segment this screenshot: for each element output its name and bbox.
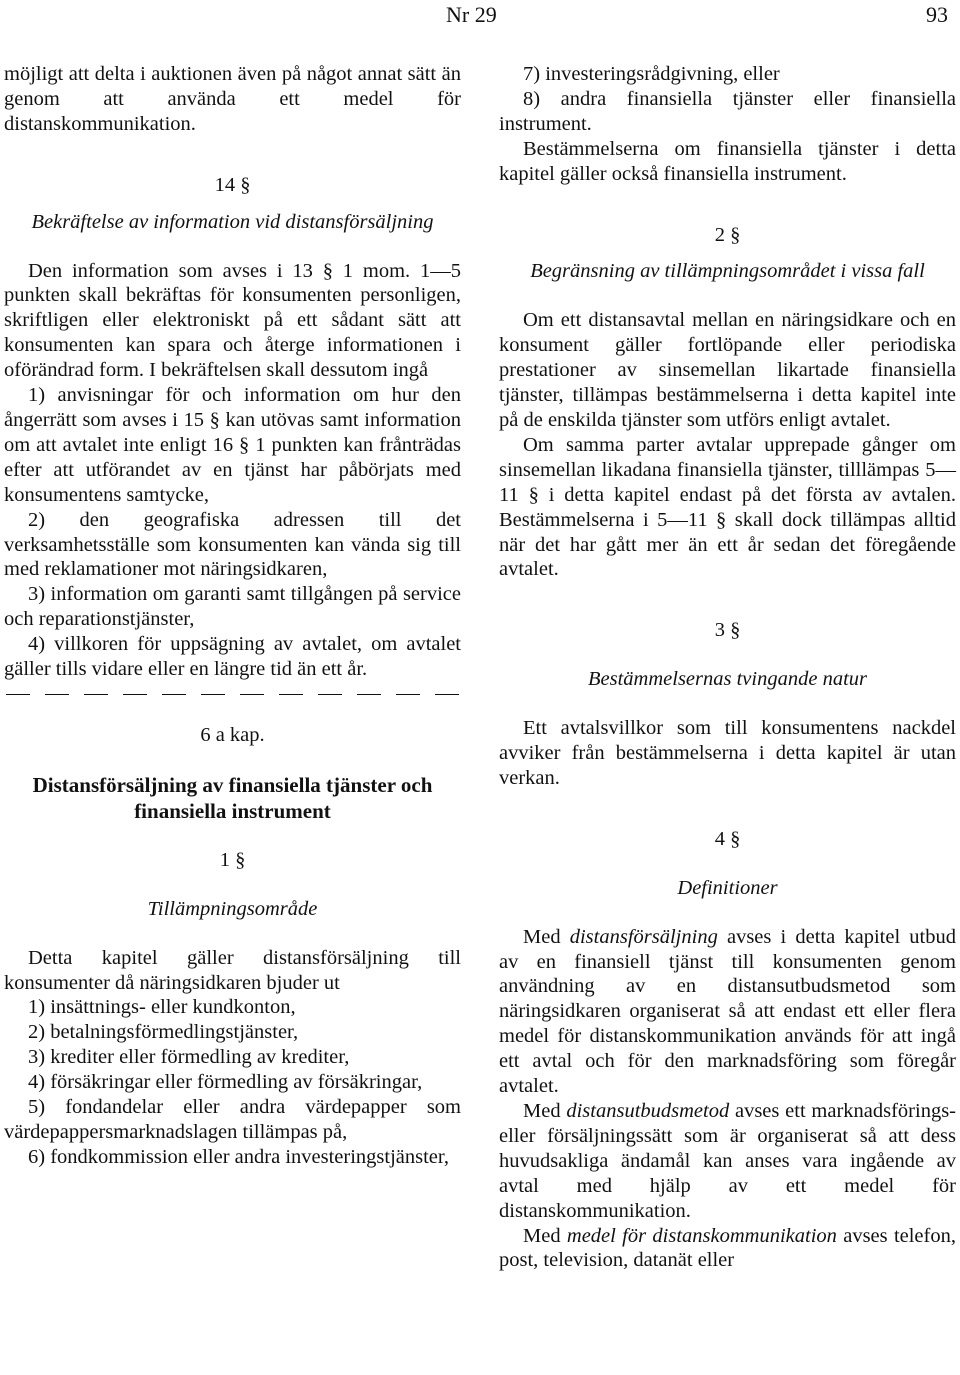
- page-header: [0, 2, 960, 32]
- section-4-paragraph-2: [499, 1099, 956, 1224]
- text-run: Med: [523, 1224, 567, 1247]
- section-4-paragraph-3: [499, 1224, 956, 1274]
- section-1-text-2: Bestämmelserna om finansiella tjänster i detta kapitel gäller också finansiella instrument.: [499, 137, 956, 185]
- section-1-item-7: 7) investeringsrådgivning, eller: [523, 63, 780, 85]
- section-14-item-4: 4) villkoren för uppsägning av avtalet, om avtalet gäller tills vidare eller en längre tid än ett år.: [4, 633, 461, 681]
- text-run: avses ett marknadsförings- eller försäljningssätt som är organiserat så att dess huvudsakliga ändamål kan anses vara ingående av avtal med hjälp av ett medel för distanskommunikation.: [499, 1100, 956, 1222]
- section-1-heading: 1 §: [219, 848, 246, 871]
- section-4-heading: 4 §: [714, 827, 741, 850]
- section-1-item-8: 8) andra finansiella tjänster eller finansiella instrument.: [499, 87, 956, 135]
- intro-paragraph: möjligt att delta i auktionen även på något annat sätt än genom att använda ett medel för distanskommunikation.: [4, 63, 461, 135]
- left-column: [4, 62, 461, 1170]
- issue-number: Nr 29: [446, 2, 497, 27]
- text-run: Med: [523, 1100, 567, 1122]
- section-3-heading: 3 §: [714, 619, 741, 642]
- list-item: 2) betalningsförmedlingstjänster,: [28, 1021, 299, 1044]
- text-run: avses i detta kapitel utbud av en finansiell tjänst till konsumenten genom användning av en distansutbudsmetod som näringsidkaren organiserat så att endast ett eller flera medel för distanskommunikation används för att ingå ett avtal och för den marknadsföring som föregår avtalet.: [499, 925, 957, 1098]
- section-1-title: Tillämpningsområde: [147, 897, 318, 920]
- defined-term: distansutbudsmetod: [566, 1100, 730, 1122]
- separator-dashes: [4, 682, 461, 695]
- defined-term: medel för distanskommunikation: [566, 1224, 837, 1247]
- section-4-paragraph-1: [499, 925, 956, 1099]
- chapter-heading: 6 a kap.: [200, 723, 265, 746]
- section-2-heading: 2 §: [714, 223, 741, 246]
- section-14-item-3: 3) information om garanti samt tillgången på service och reparationstjänster,: [4, 583, 461, 631]
- section-3-title: Bestämmelsernas tvingande natur: [588, 668, 867, 691]
- right-column: [499, 62, 956, 1273]
- list-item: 6) fondkommission eller andra investeringstjänster,: [28, 1145, 450, 1168]
- list-item: 1) insättnings- eller kundkonton,: [28, 996, 296, 1019]
- text-run: avses telefon, post, television, datanät eller: [499, 1224, 956, 1272]
- section-1-text: Detta kapitel gäller distansförsäljning till konsumenter då näringsidkaren bjuder ut: [4, 946, 461, 994]
- list-item: 3) krediter eller förmedling av krediter,: [28, 1046, 350, 1069]
- section-2-paragraph-2: Om samma parter avtalar upprepade gånger om sinsemellan likadana finansiella tjänster, tilllämpas 5—11 § i detta kapitel endast på det första av avtalen. Bestämmelserna i 5—11 § skall dock tillämpas alltid när det har gått mer än ett år sedan det föregående avtalet.: [499, 433, 956, 581]
- chapter-title: Distansförsäljning av finansiella tjänster och finansiella instrument: [32, 772, 433, 823]
- section-14-item-2: 2) den geografiska adressen till det verksamhetsställe som konsumenten kan vända sig till med reklamationer mot näringsidkaren,: [4, 508, 461, 581]
- page-number: 93: [926, 2, 948, 27]
- text-run: Med: [523, 925, 570, 948]
- section-14-heading: 14 §: [214, 173, 251, 196]
- section-4-title: Definitioner: [677, 876, 778, 899]
- list-item: 4) försäkringar eller förmedling av försäkringar,: [28, 1071, 423, 1094]
- section-3-text: Ett avtalsvillkor som till konsumentens nackdel avviker från bestämmelserna i detta kapitel är utan verkan.: [499, 717, 956, 789]
- section-14-item-1: 1) anvisningar för och information om hur den ångerrätt som avses i 15 § kan utövas samt information om att avtalet inte enligt 16 § 1 punkten kan frånträdas efter att utförandet av en tjänst har påbörjats med konsumentens samtycke,: [4, 384, 461, 506]
- list-item: 5) fondandelar eller andra värdepapper som värdepappersmarknadslagen tillämpas på,: [4, 1096, 461, 1143]
- section-2-title: Begränsning av tillämpningsområdet i vissa fall: [530, 260, 925, 283]
- section-14-title: Bekräftelse av information vid distansförsäljning: [31, 210, 434, 233]
- defined-term: distansförsäljning: [569, 925, 718, 948]
- section-14-text: Den information som avses i 13 § 1 mom. 1—5 punkten skall bekräftas för konsumenten personligen, skriftligen eller elektroniskt på ett sådant sätt att konsumenten kan spara och återge informationen i oförändrad form. I bekräftelsen skall dessutom ingå: [4, 259, 461, 382]
- section-2-paragraph-1: Om ett distansavtal mellan en näringsidkare och en konsument gäller fortlöpande eller periodiska prestationer av sinsemellan likartade finansiella tjänster, tillämpas bestämmelserna i detta kapitel inte på de enskilda tjänster som utförs enligt avtalet.: [499, 309, 956, 431]
